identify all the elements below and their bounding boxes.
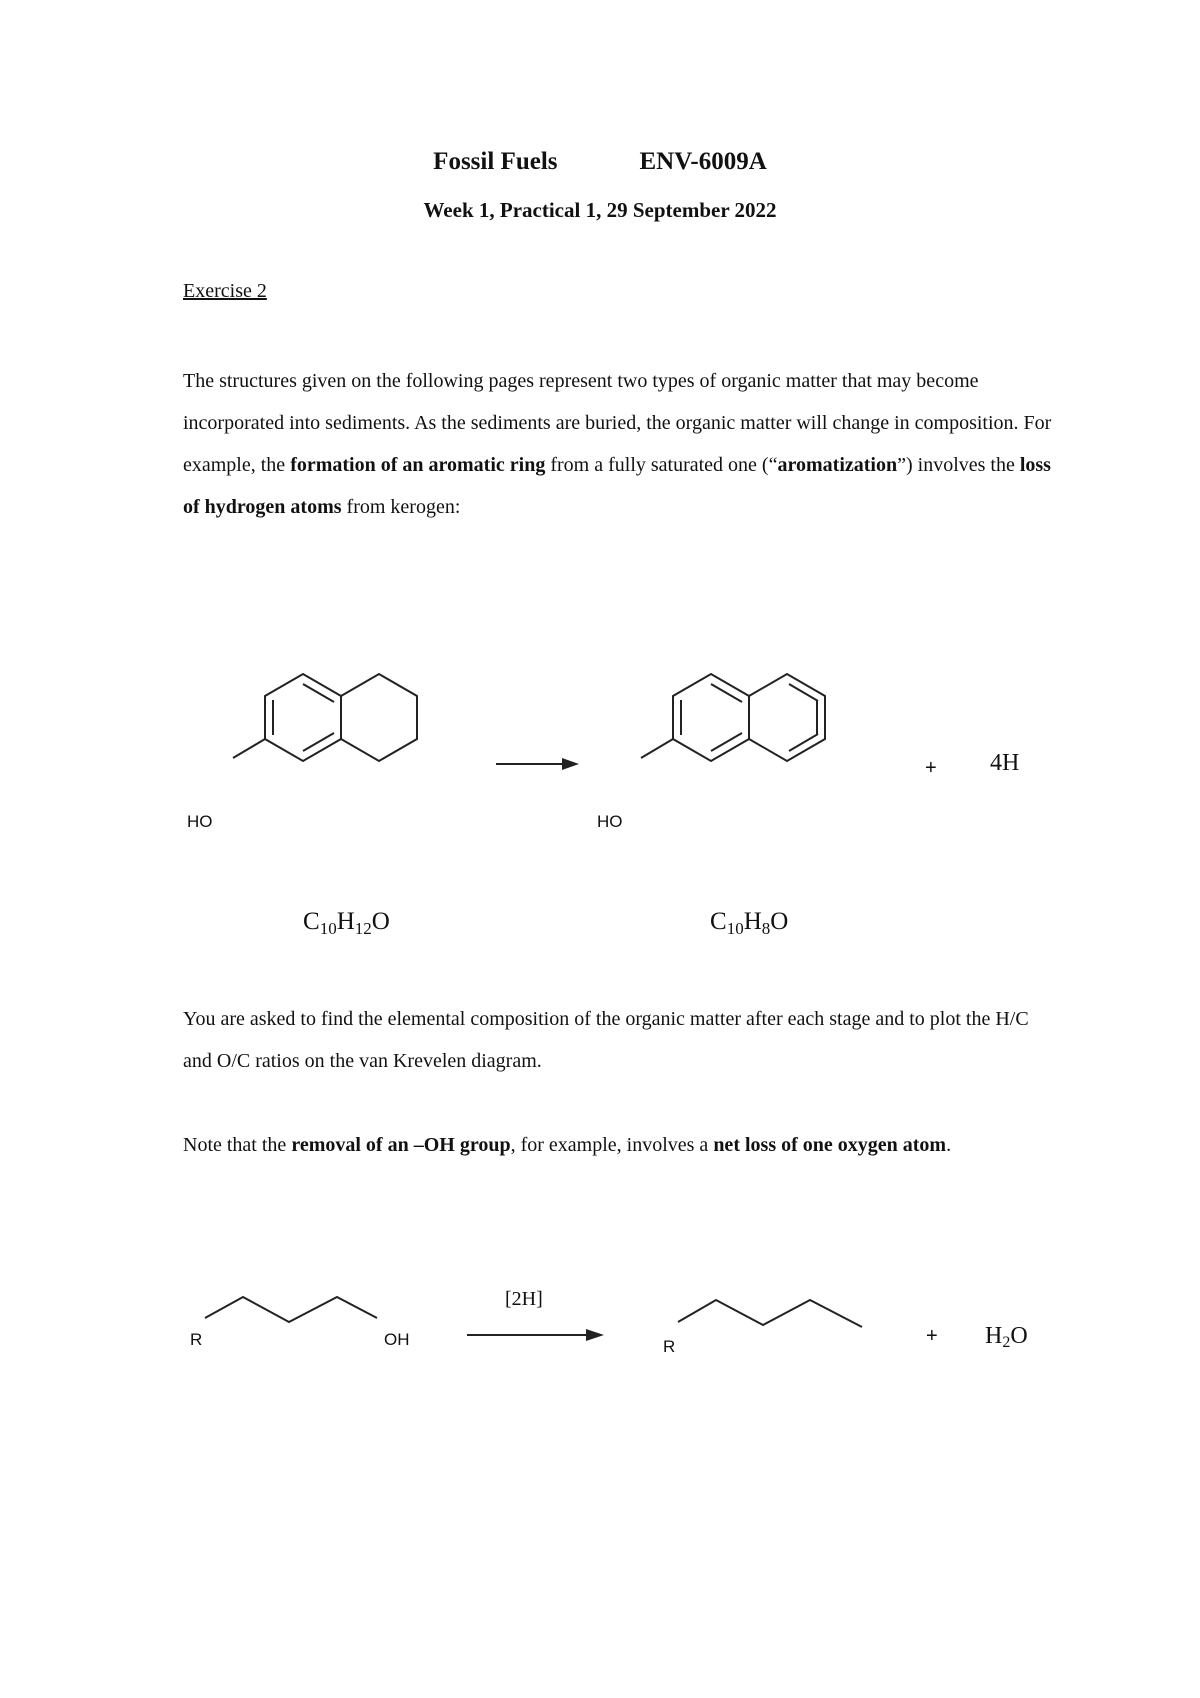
formula-subscript: 10 xyxy=(726,919,744,938)
reactant-oh-label: OH xyxy=(384,1330,410,1349)
reactant-formula xyxy=(303,908,390,939)
double-bond-line xyxy=(789,734,818,751)
intro-text-4: from kerogen: xyxy=(341,496,461,518)
product-r-label: R xyxy=(663,1337,676,1356)
note-text-3: . xyxy=(946,1134,952,1156)
double-bond-line xyxy=(303,684,334,702)
formula-element: H xyxy=(336,908,355,935)
exercise-heading: Exercise 2 xyxy=(183,280,267,302)
reactant-r-label: R xyxy=(190,1330,203,1349)
course-name: Fossil Fuels xyxy=(433,148,558,175)
formula-element: C xyxy=(710,908,727,935)
naphthol-ring-1 xyxy=(673,674,749,761)
naphthol-structure xyxy=(641,674,825,761)
intro-text-2: from a fully saturated one (“ xyxy=(545,454,778,476)
alkane-chain xyxy=(678,1300,862,1327)
session-line: Week 1, Practical 1, 29 September 2022 xyxy=(423,198,777,222)
formula-element: O xyxy=(770,908,789,935)
hydroxyl-bond xyxy=(641,739,673,758)
intro-bold-1: formation of an aromatic ring xyxy=(290,454,546,476)
water-byproduct xyxy=(985,1323,1028,1352)
formula-subscript: 12 xyxy=(354,919,372,938)
hydroxyl-bond xyxy=(233,739,265,758)
double-bond-line xyxy=(711,684,742,702)
note-text-1: Note that the xyxy=(183,1134,292,1156)
product-hydroxyl-label: HO xyxy=(597,812,623,831)
tetralinol-aromatic-ring xyxy=(265,674,341,761)
note-bold-2: net loss of one oxygen atom xyxy=(713,1134,947,1156)
butanol-chain xyxy=(205,1297,377,1322)
double-bond-line xyxy=(789,684,818,701)
intro-text-3: ”) involves the xyxy=(897,454,1020,476)
intro-text-1: The structures given on the following pages represent two types of organic matter that may become incorporated into sediments. As the sediments are buried, the organic matter will change in composition. For example, the xyxy=(183,370,1052,476)
product-formula xyxy=(710,908,788,939)
reactant-hydroxyl-label: HO xyxy=(187,812,213,831)
formula-subscript: 10 xyxy=(319,919,337,938)
formula-element: H xyxy=(985,1323,1003,1349)
hydrogen-byproduct: 4H xyxy=(990,750,1020,776)
intro-bold-3: loss of hydrogen atoms xyxy=(183,454,1051,518)
reagent-label: [2H] xyxy=(505,1288,543,1310)
formula-subscript: 8 xyxy=(761,919,771,938)
formula-element: O xyxy=(371,908,390,935)
plus-sign: + xyxy=(925,757,937,779)
double-bond-line xyxy=(711,733,742,751)
naphthol-ring-2 xyxy=(749,674,825,761)
plus-sign: + xyxy=(926,1325,938,1347)
note-bold-1: removal of an –OH group xyxy=(291,1134,511,1156)
double-bond-line xyxy=(303,733,334,751)
tetralinol-saturated-ring xyxy=(341,674,417,761)
reaction-arrow-1 xyxy=(496,758,579,770)
tetralinol-structure xyxy=(233,674,417,761)
intro-bold-2: aromatization xyxy=(777,454,898,476)
task-paragraph: You are asked to find the elemental composition of the organic matter after each stage and to plot the H/C and O/C ratios on the van Krevelen diagram. xyxy=(183,1008,1029,1072)
course-code: ENV-6009A xyxy=(639,148,767,175)
formula-subscript: 2 xyxy=(1002,1334,1011,1351)
note-paragraph xyxy=(183,1124,1053,1166)
formula-element: C xyxy=(303,908,320,935)
formula-element: H xyxy=(743,908,762,935)
formula-element: O xyxy=(1010,1323,1028,1349)
note-text-2: , for example, involves a xyxy=(510,1134,714,1156)
reaction-arrow-2 xyxy=(467,1329,604,1341)
